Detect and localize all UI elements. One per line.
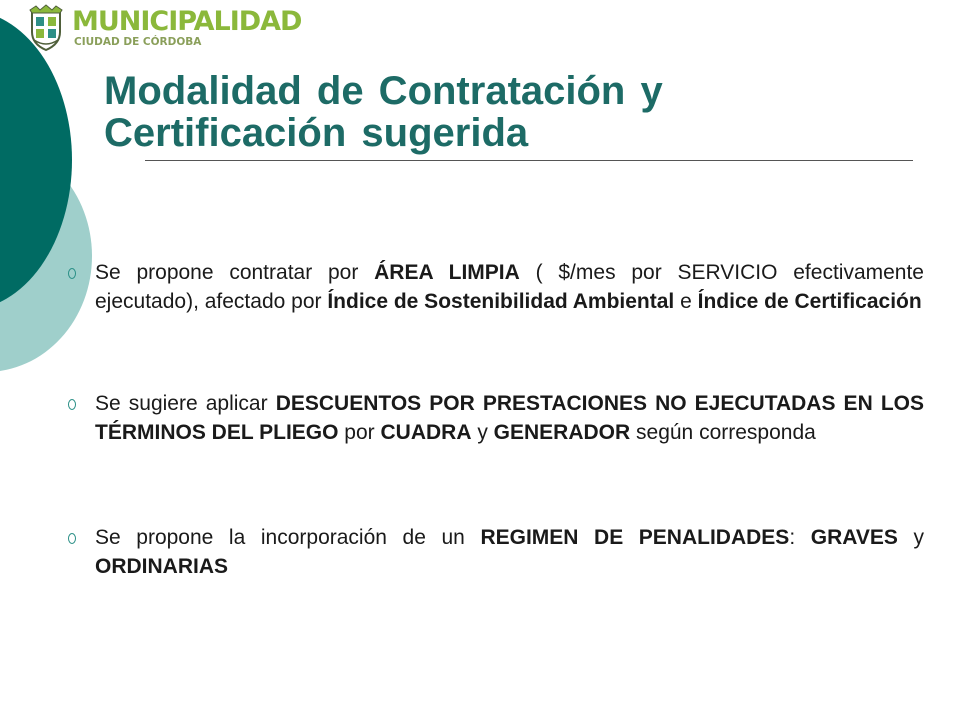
bullet-list bbox=[60, 258, 924, 581]
bullet-emphasis: Índice de Certificación bbox=[697, 290, 922, 313]
circle-bullet-icon bbox=[68, 268, 76, 279]
bullet-text: según corresponda bbox=[630, 421, 816, 444]
bullet-text: Se propone contratar por bbox=[95, 261, 375, 284]
crest-icon bbox=[26, 4, 66, 52]
bullet-item bbox=[60, 523, 924, 581]
bullet-text: y bbox=[471, 421, 494, 444]
logo-subtitle: CIUDAD DE CÓRDOBA bbox=[74, 36, 202, 48]
bullet-emphasis: DESCUENTOS POR PRESTACIONES NO EJECUTADAS EN LOS TÉRMINOS DEL PLIEGO bbox=[95, 392, 924, 444]
bullet-text: por bbox=[338, 421, 381, 444]
bullet-emphasis: REGIMEN DE PENALIDADES bbox=[480, 526, 790, 549]
title-divider bbox=[145, 160, 913, 161]
slide-title-line-2: Certificación sugerida bbox=[104, 111, 529, 155]
bullet-text: : bbox=[789, 526, 811, 549]
bullet-emphasis: ORDINARIAS bbox=[95, 555, 229, 578]
bullet-emphasis: Índice de Sostenibilidad Ambiental bbox=[327, 290, 675, 313]
bullet-emphasis: GENERADOR bbox=[493, 421, 631, 444]
bullet-emphasis: CUADRA bbox=[380, 421, 472, 444]
bullet-item bbox=[60, 389, 924, 447]
circle-bullet-icon bbox=[68, 399, 76, 410]
bullet-emphasis: GRAVES bbox=[810, 526, 898, 549]
circle-bullet-icon bbox=[68, 533, 76, 544]
bullet-item bbox=[60, 258, 924, 316]
slide-title bbox=[104, 70, 904, 154]
bullet-text: y bbox=[897, 526, 924, 549]
bullet-text: ( $/mes por SERVICIO efectivamente ejecutado), afectado por bbox=[95, 261, 924, 313]
slide-title-line-1: Modalidad de Contratación y bbox=[104, 69, 663, 113]
municipality-logo bbox=[26, 2, 301, 54]
bullet-emphasis: ÁREA LIMPIA bbox=[374, 261, 520, 284]
bullet-text: e bbox=[674, 290, 698, 313]
bullet-text: Se propone la incorporación de un bbox=[95, 526, 481, 549]
logo-title: MUNICIPALIDAD bbox=[72, 6, 302, 37]
bullet-text: Se sugiere aplicar bbox=[95, 392, 276, 415]
